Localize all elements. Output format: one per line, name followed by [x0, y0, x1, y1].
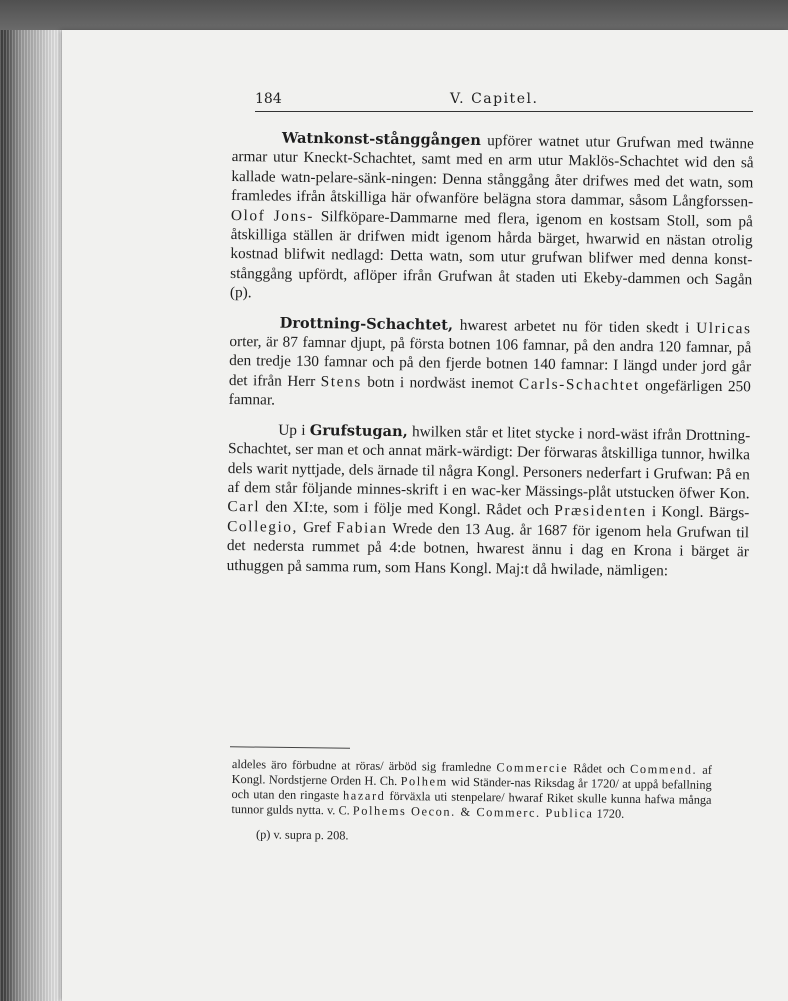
main-text [227, 128, 754, 581]
header-rule [255, 111, 753, 112]
chapter-title: V. Capitel. [450, 91, 539, 107]
page-number: 184 [255, 91, 282, 107]
book-page-edges [0, 30, 70, 1001]
heading-grufstugan: Grufstugan, [309, 421, 408, 440]
paragraph-grufstugan: Up i Grufstugan, hwilken står et litet stycke i nord-wäst ifrån Drottning-Schachtet, ser man et och annat märk-wärdigt: Der förwaras åtskilliga tunnor, hwilka dels warit nyttjade, dels ärnade til några Kongl. Personers nederfart i Grufwan: På en af dem står följande minnes-skrift i en wac-ker Mässings-plåt utstucken öfwer Kon. Carl den XI:te, som i följe med Kongl. Rådet och Præsidenten i Kongl. Bärgs-Collegio, Gref Fabian Wrede den 13 Aug. år 1687 för igenom hela Grufwan til det nedersta rummet på 4:de botnen, hwarest ännu i dag en Krona i bärget är uthuggen på samma rum, som Hans Kongl. Maj:t då hwilade, nämligen: [226, 421, 751, 579]
footnotes [231, 757, 712, 848]
heading-watnkonst: Watnkonst-stånggången [281, 129, 481, 150]
footnote-p: (p) v. supra p. 208. [255, 827, 349, 843]
scan-top-shadow [0, 0, 788, 30]
running-header [255, 91, 755, 111]
paragraph-watnkonst: Watnkonst-stånggången upförer watnet utur Grufwan med twänne armar utur Kneckt-Schachtet, samt med en arm utur Maklös-Schachtet wid den så kallade watn-pelare-sänk-ningen: Denna stånggång åter drifwes med det watn, som framledes ifrån åtskilliga här ofwanföre belägna stora dammar, såsom Långforssen-Olof Jons- Silfköpare-Dammarne med flera, igenom en kostsam Stoll, som på åtskilliga ställen är drifwen midt igenom hårda bärget, hwarwid en nästan otrolig kostnad blifwit nedlagd: Detta watn, som utur grufwan blifwer med denna konst-stånggång upfördt, aflöper ifrån Grufwan åt staden uti Ekeby-dammen och Sagån (p). [229, 129, 754, 302]
footnote-continuation: aldeles äro förbudne at röras/ ärböd sig framledne Commercie Rådet och Commend. af Kongl. Nordstjerne Orden H. Ch. Polhem wid Ständer-nas Riksdag år 1720/ at uppå befallning och utan den ringaste hazard förväxla uti stenpelare/ hwaraf Riket skulle kunna hafwa många tunnor gulds nytta. v. C. Polhems Oecon. & Commerc. Publica 1720. [231, 757, 712, 822]
heading-drottning: Drottning-Schachtet, [279, 314, 454, 334]
paragraph-drottning: Drottning-Schachtet, hwarest arbetet nu för tiden skedt i Ulricas orter, är 87 famnar djupt, på första botnen 106 famnar, på den andra 120 famnar, på den tredje 130 famnar och på den fjerde botnen 140 famnar: I längd under jord går det ifrån Herr Stens botn i nordwäst inemot Carls-Schachtet ongefärligen 250 famnar. [228, 314, 752, 409]
